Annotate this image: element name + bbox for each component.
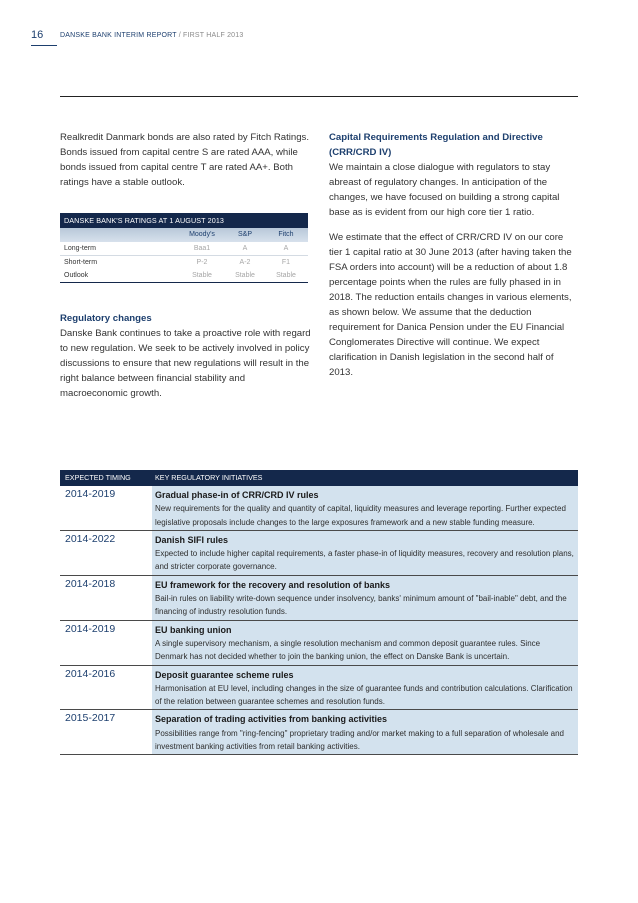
ratings-row-label: Short-term: [64, 259, 98, 266]
initiative-timing: 2014-2022: [65, 532, 116, 545]
initiative-row: [60, 710, 578, 755]
initiative-row: [60, 531, 578, 576]
ratings-cell: Stable: [276, 272, 296, 279]
ratings-cell: A-2: [239, 259, 251, 266]
initiative-body: [152, 621, 578, 665]
regulatory-changes-heading: Regulatory changes: [60, 313, 152, 324]
initiative-body: [152, 666, 578, 710]
ratings-table: [60, 213, 308, 283]
ratings-row: [60, 269, 308, 283]
right-column: [329, 130, 579, 380]
ratings-cell: P-2: [196, 259, 208, 266]
initiative-description: A single supervisory mechanism, a single resolution mechanism and common deposit guarantee rules. Since Denmark has not decided whether to join the banking union, the effect on Danske Bank is uncertain.: [155, 638, 541, 662]
initiative-body: [152, 531, 578, 575]
section-rule: [60, 96, 578, 97]
ratings-row-label: Long-term: [64, 245, 96, 252]
initiative-row: [60, 486, 578, 531]
ratings-cell: A: [283, 245, 289, 252]
initiative-timing: 2015-2017: [65, 712, 116, 725]
initiative-title: Separation of trading activities from banking activities: [155, 714, 388, 725]
initiative-title: Danish SIFI rules: [155, 534, 229, 545]
col-sp: S&P: [237, 231, 252, 238]
initiative-description: Bail-in rules on liability write-down sequence under insolvency, banks' minimum amount of "bail-inable" debt, and the financing of industry resolution funds.: [155, 594, 567, 617]
initiative-timing: 2014-2019: [65, 488, 116, 500]
initiative-row: [60, 576, 578, 621]
header-rule: [31, 45, 57, 46]
initiative-timing: 2014-2016: [65, 667, 116, 680]
page-number: 16: [31, 29, 44, 41]
col-fitch: Fitch: [278, 231, 294, 238]
initiative-title: Deposit guarantee scheme rules: [155, 669, 294, 680]
ratings-cell: Baa1: [193, 245, 211, 252]
initiatives-table-header: [60, 470, 578, 486]
initiative-title: EU banking union: [155, 624, 232, 635]
ratings-table-title: DANSKE BANK'S RATINGS AT 1 AUGUST 2013: [60, 213, 308, 228]
col-moodys: Moody's: [189, 231, 215, 238]
crr-heading: Capital Requirements Regulation and Directive (CRR/CRD IV): [329, 132, 543, 158]
initiative-timing: 2014-2018: [65, 577, 116, 590]
ratings-cell: Stable: [235, 272, 255, 279]
ratings-cell: F1: [281, 259, 291, 266]
initiative-description: Harmonisation at EU level, including changes in the size of guarantee funds and contribution calculations. Clarification of the relation between guarantee schemes and resolution funds.: [155, 683, 573, 707]
initiative-body: [152, 710, 578, 754]
running-header: [60, 32, 243, 39]
initiative-timing: 2014-2019: [65, 622, 116, 635]
initiative-title: EU framework for the recovery and resolution of banks: [155, 579, 391, 590]
initiative-description: New requirements for the quality and quantity of capital, liquidity measures and leverage reporting. Further expected legislative proposals include changes to the large exposures framework and a new stable funding measure.: [155, 504, 566, 527]
intro-paragraph: Realkredit Danmark bonds are also rated by Fitch Ratings. Bonds issued from capital centre S are rated AAA, while bonds issued from capital centre T are rated AA+. Both ratings have a stable outlook.: [60, 132, 310, 188]
running-title: DANSKE BANK INTERIM REPORT: [60, 32, 177, 39]
initiative-title: Gradual phase-in of CRR/CRD IV rules: [155, 490, 319, 500]
col-key-initiatives: KEY REGULATORY INITIATIVES: [155, 473, 263, 482]
ratings-cell: A: [242, 245, 248, 252]
ratings-cell: Stable: [192, 272, 212, 279]
ratings-table-header: [60, 228, 308, 242]
initiatives-table: [60, 470, 578, 755]
initiative-body: [152, 576, 578, 620]
initiative-row: [60, 621, 578, 666]
ratings-row-label: Outlook: [64, 272, 89, 279]
regulatory-changes-section: [60, 311, 312, 401]
initiative-description: Possibilities range from "ring-fencing" proprietary trading and/or market making to a full separation of wholesale and investment banking activities from retail banking activities.: [155, 728, 564, 752]
crr-paragraph-1: We maintain a close dialogue with regulators to stay abreast of regulatory changes. In anticipation of the changes, we have focused on building a strong capital base as is evident from our high core tier 1 ratio.: [329, 162, 560, 218]
ratings-row: [60, 256, 308, 269]
col-expected-timing: EXPECTED TIMING: [65, 473, 131, 482]
ratings-row: [60, 242, 308, 256]
running-subtitle: / FIRST HALF 2013: [176, 32, 244, 39]
initiative-body: [152, 486, 578, 530]
regulatory-changes-paragraph: Danske Bank continues to take a proactive role with regard to new regulation. We seek to be actively involved in policy discussions to ensure that new regulations will result in the right balance between financial stability and macroeconomic growth.: [60, 328, 311, 399]
left-column-intro: [60, 130, 312, 190]
crr-paragraph-2: We estimate that the effect of CRR/CRD IV on our core tier 1 capital ratio at 30 June 2013 (after having taken the FSA orders into account) will be a reduction of about 1.8 percentage points when the rules are fully phased in in 2018. The reduction entails changes in various elements, as shown below. We assume that the deduction requirement for Danica Pension under the EU Financial Conglomerates Directive will continue. We expect clarification in Danish legislation in the second half of 2013.: [329, 232, 572, 378]
initiative-row: [60, 666, 578, 711]
initiative-description: Expected to include higher capital requirements, a faster phase-in of liquidity measures, recovery and resolution plans, and stricter corporate governance.: [155, 549, 574, 572]
